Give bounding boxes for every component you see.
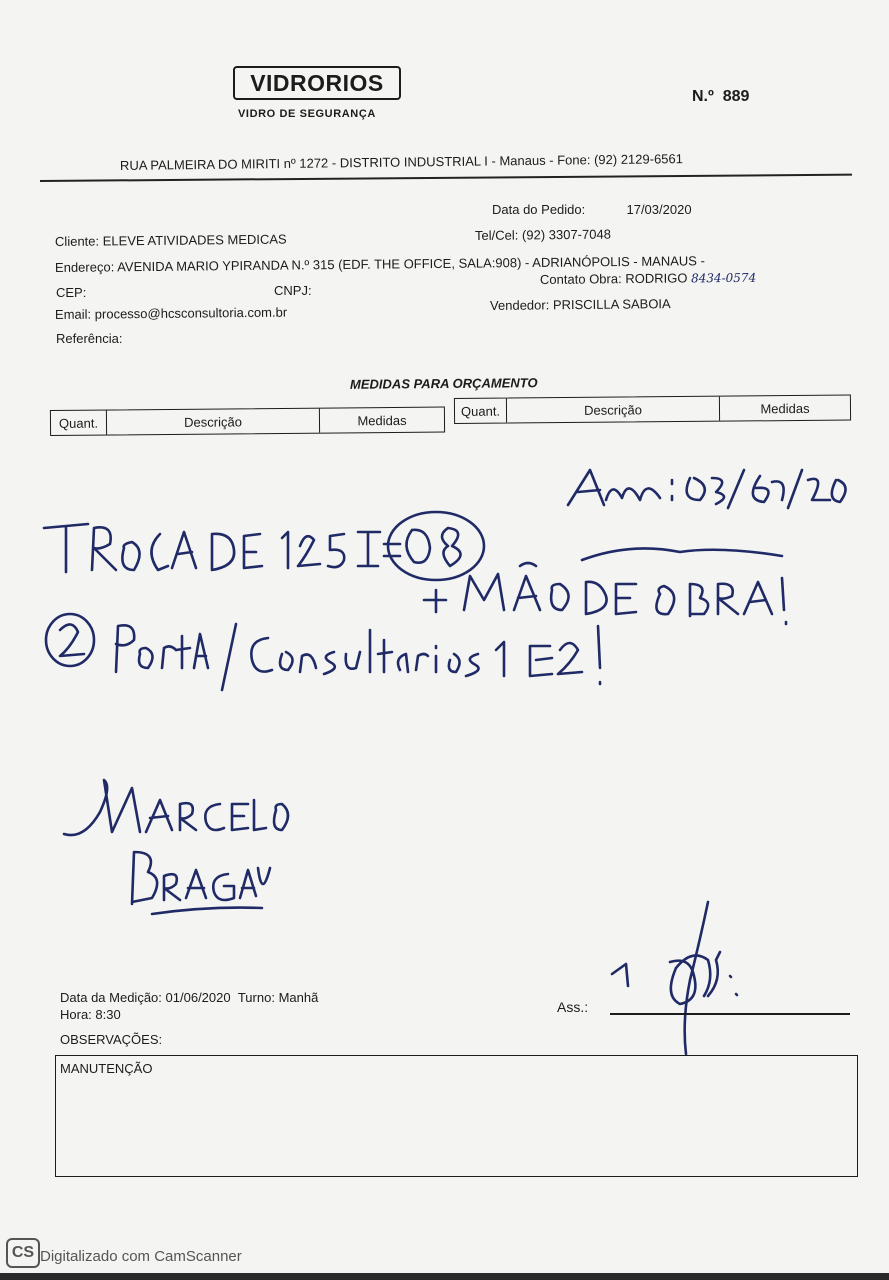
address-value: AVENIDA MARIO YPIRANDA N.º 315 (EDF. THE OFFICE, SALA:908) - ADRIANÓPOLIS - MANAUS - xyxy=(117,253,705,275)
column-header-quantity: Quant. xyxy=(51,411,107,435)
column-header-measures: Medidas xyxy=(760,400,810,416)
handwritten-line-1 xyxy=(44,512,484,580)
company-address: RUA PALMEIRA DO MIRITI nº 1272 - DISTRITO INDUSTRIAL I - Manaus - Fone: (92) 2129-6561 xyxy=(119,151,684,173)
cep-label: CEP: xyxy=(56,285,87,300)
column-header-description: Descrição xyxy=(507,397,720,423)
measurement-date-value: 01/06/2020 xyxy=(165,990,231,1005)
document-number-label: N.º xyxy=(692,88,714,105)
address-label: Endereço: xyxy=(54,259,115,275)
cnpj-label: CNPJ: xyxy=(274,283,312,298)
client-value: ELEVE ATIVIDADES MEDICAS xyxy=(102,231,287,249)
column-header-description: Descrição xyxy=(107,409,320,435)
handwritten-name-2 xyxy=(132,852,270,904)
order-date-value: 17/03/2020 xyxy=(626,202,692,217)
camscanner-logo: CS xyxy=(6,1238,40,1268)
handwritten-date-note xyxy=(568,470,846,508)
column-header-quantity: Quant. xyxy=(455,399,507,423)
handwritten-name-1 xyxy=(64,780,288,835)
document-number-value: 889 xyxy=(722,88,750,105)
measurement-date-field xyxy=(60,990,318,1005)
observations-box xyxy=(55,1055,858,1177)
company-tagline: VIDRO DE SEGURANÇA xyxy=(238,108,376,120)
contact-phone-handwritten: 8434-0574 xyxy=(690,270,757,286)
time-field xyxy=(60,1007,121,1022)
shift-label: Turno: xyxy=(237,990,275,1005)
seller-label: Vendedor: xyxy=(489,297,550,313)
signature-label: Ass.: xyxy=(557,999,589,1015)
contact-value: RODRIGO xyxy=(625,270,688,287)
contact-label: Contato Obra: xyxy=(539,271,622,287)
company-name: VIDRORIOS xyxy=(250,69,384,96)
time-label: Hora: xyxy=(60,1007,92,1022)
signature-drawing xyxy=(612,902,737,1054)
column-header-measures: Medidas xyxy=(357,412,407,428)
measures-title: MEDIDAS PARA ORÇAMENTO xyxy=(349,375,538,392)
underline-stroke xyxy=(582,548,782,560)
observations-label: OBSERVAÇÕES: xyxy=(60,1032,163,1047)
handwritten-line-2 xyxy=(424,563,786,624)
measurement-date-label: Data da Medição: xyxy=(60,990,162,1005)
email-value: processo@hcsconsultoria.com.br xyxy=(94,304,288,322)
email-label: Email: xyxy=(54,306,92,322)
seller-value: PRISCILLA SABOIA xyxy=(552,296,671,313)
scan-bottom-edge xyxy=(0,1273,889,1280)
handwritten-line-3 xyxy=(46,614,600,690)
observations-value: MANUTENÇÃO xyxy=(60,1061,153,1076)
reference-label: Referência: xyxy=(56,331,123,346)
shift-value: Manhã xyxy=(278,990,319,1005)
order-date-label: Data do Pedido: xyxy=(492,202,586,217)
signature-line xyxy=(610,1013,850,1015)
phone-label: Tel/Cel: xyxy=(474,227,519,243)
client-label: Cliente: xyxy=(54,233,100,249)
camscanner-text: Digitalizado com CamScanner xyxy=(40,1248,242,1265)
phone-value: (92) 3307-7048 xyxy=(521,226,611,243)
name-underline-stroke xyxy=(152,908,262,914)
time-value: 8:30 xyxy=(95,1007,121,1022)
